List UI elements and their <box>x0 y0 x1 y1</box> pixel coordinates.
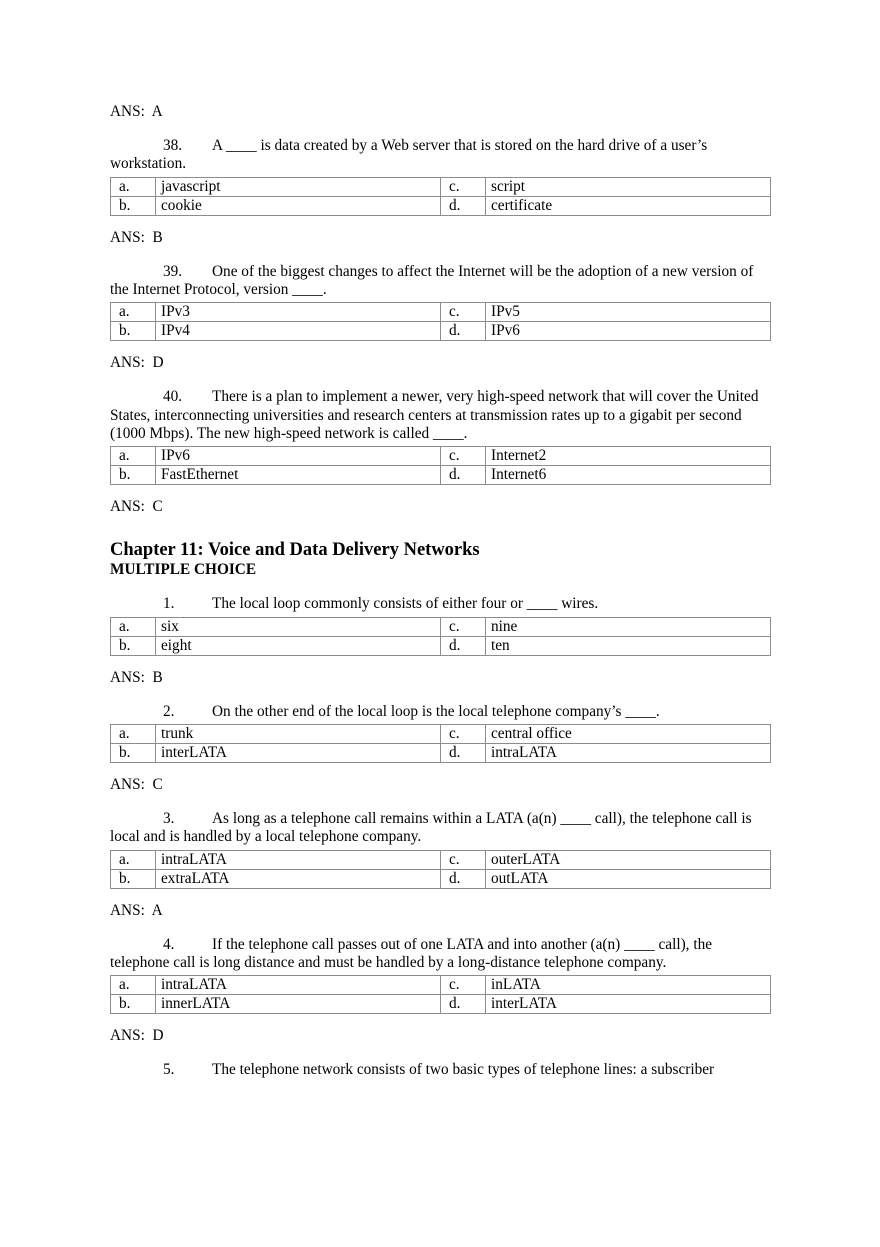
options-row <box>111 322 771 341</box>
options-row <box>111 744 771 763</box>
option-a-label: a. <box>111 850 156 869</box>
options-row <box>111 617 771 636</box>
option-d-label: d. <box>441 869 486 888</box>
option-b-text: interLATA <box>156 744 441 763</box>
question-number: 2. <box>163 702 175 720</box>
option-d-label: d. <box>441 196 486 215</box>
option-b-label: b. <box>111 322 156 341</box>
option-a-label: a. <box>111 725 156 744</box>
option-c-text: inLATA <box>486 976 771 995</box>
option-b-text: innerLATA <box>156 995 441 1014</box>
option-c-label: c. <box>441 447 486 466</box>
option-a-label: a. <box>111 976 156 995</box>
option-a-text: intraLATA <box>156 850 441 869</box>
option-c-label: c. <box>441 850 486 869</box>
option-a-text: javascript <box>156 177 441 196</box>
option-a-label: a. <box>111 303 156 322</box>
option-a-label: a. <box>111 617 156 636</box>
question-number: 39. <box>163 262 183 280</box>
question-40-paragraph <box>110 388 770 443</box>
question-38-answer: ANS: B <box>110 228 163 246</box>
question-number: 4. <box>163 935 175 953</box>
question-5-paragraph <box>110 1061 770 1079</box>
question-text: On the other end of the local loop is the local telephone company’s ____. <box>212 702 660 720</box>
options-row <box>111 196 771 215</box>
options-row <box>111 303 771 322</box>
question-text: There is a plan to implement a newer, very high-speed network that will cover the United States, interconnecting universities and research centers at transmission rates up to a gigabit per second (1000 Mbps). The new high-speed network is called ____. <box>110 388 759 442</box>
option-c-text: outerLATA <box>486 850 771 869</box>
options-row <box>111 976 771 995</box>
option-c-text: central office <box>486 725 771 744</box>
question-4-paragraph <box>110 936 770 972</box>
question-2-paragraph <box>110 703 770 721</box>
question-text: One of the biggest changes to affect the Internet will be the adoption of a new version of the Internet Protocol, version ____. <box>110 262 754 299</box>
question-text: If the telephone call passes out of one LATA and into another (a(n) ____ call), the telephone call is long distance and must be handled by a long-distance telephone company. <box>110 935 713 972</box>
option-d-text: intraLATA <box>486 744 771 763</box>
option-a-label: a. <box>111 447 156 466</box>
option-d-text: IPv6 <box>486 322 771 341</box>
question-text: As long as a telephone call remains within a LATA (a(n) ____ call), the telephone call is local and is handled by a local telephone company. <box>110 810 752 846</box>
option-a-text: six <box>156 617 441 636</box>
option-d-text: interLATA <box>486 995 771 1014</box>
question-text: A ____ is data created by a Web server that is stored on the hard drive of a user’s workstation. <box>110 137 708 173</box>
option-c-text: Internet2 <box>486 447 771 466</box>
option-a-text: IPv3 <box>156 303 441 322</box>
option-d-label: d. <box>441 744 486 763</box>
chapter-heading: Chapter 11: Voice and Data Delivery Networks <box>110 540 480 561</box>
option-b-text: extraLATA <box>156 869 441 888</box>
question-4-answer: ANS: D <box>110 1027 164 1045</box>
option-c-text: IPv5 <box>486 303 771 322</box>
options-row <box>111 636 771 655</box>
option-d-text: outLATA <box>486 869 771 888</box>
question-1-paragraph <box>110 595 770 613</box>
option-d-label: d. <box>441 995 486 1014</box>
question-39-options-table <box>110 302 771 341</box>
option-c-label: c. <box>441 976 486 995</box>
option-c-label: c. <box>441 177 486 196</box>
question-2-options-table <box>110 724 771 763</box>
option-b-label: b. <box>111 995 156 1014</box>
option-d-text: certificate <box>486 196 771 215</box>
question-3-answer: ANS: A <box>110 901 163 919</box>
question-3-paragraph <box>110 810 770 846</box>
options-row <box>111 995 771 1014</box>
question-39-answer: ANS: D <box>110 354 164 372</box>
question-number: 5. <box>163 1061 175 1079</box>
option-b-text: eight <box>156 636 441 655</box>
question-number: 1. <box>163 595 175 613</box>
option-b-label: b. <box>111 744 156 763</box>
previous-question-answer: ANS: A <box>110 103 163 120</box>
options-row <box>111 177 771 196</box>
question-40-options-table <box>110 446 771 485</box>
option-b-label: b. <box>111 869 156 888</box>
option-c-label: c. <box>441 617 486 636</box>
question-39-paragraph <box>110 263 770 299</box>
question-1-options-table <box>110 617 771 656</box>
options-row <box>111 725 771 744</box>
option-c-label: c. <box>441 303 486 322</box>
question-2-answer: ANS: C <box>110 776 163 794</box>
options-row <box>111 466 771 485</box>
option-b-text: FastEthernet <box>156 466 441 485</box>
question-number: 40. <box>163 388 183 406</box>
option-c-text: script <box>486 177 771 196</box>
question-text: The local loop commonly consists of either four or ____ wires. <box>212 595 599 613</box>
option-b-label: b. <box>111 466 156 485</box>
option-a-text: trunk <box>156 725 441 744</box>
option-b-label: b. <box>111 196 156 215</box>
question-3-options-table <box>110 850 771 889</box>
option-c-text: nine <box>486 617 771 636</box>
option-d-label: d. <box>441 466 486 485</box>
options-row <box>111 850 771 869</box>
option-b-text: IPv4 <box>156 322 441 341</box>
question-38-paragraph <box>110 137 770 173</box>
option-c-label: c. <box>441 725 486 744</box>
options-row <box>111 447 771 466</box>
option-a-label: a. <box>111 177 156 196</box>
question-4-options-table <box>110 975 771 1014</box>
question-40-answer: ANS: C <box>110 498 163 516</box>
option-d-text: Internet6 <box>486 466 771 485</box>
option-a-text: intraLATA <box>156 976 441 995</box>
section-heading: MULTIPLE CHOICE <box>110 561 257 579</box>
options-row <box>111 869 771 888</box>
option-b-text: cookie <box>156 196 441 215</box>
option-a-text: IPv6 <box>156 447 441 466</box>
question-number: 3. <box>163 810 175 828</box>
option-d-label: d. <box>441 636 486 655</box>
option-b-label: b. <box>111 636 156 655</box>
question-1-answer: ANS: B <box>110 668 163 686</box>
question-38-options-table <box>110 177 771 216</box>
option-d-label: d. <box>441 322 486 341</box>
question-number: 38. <box>163 137 183 155</box>
option-d-text: ten <box>486 636 771 655</box>
question-text: The telephone network consists of two basic types of telephone lines: a subscriber <box>212 1061 715 1079</box>
